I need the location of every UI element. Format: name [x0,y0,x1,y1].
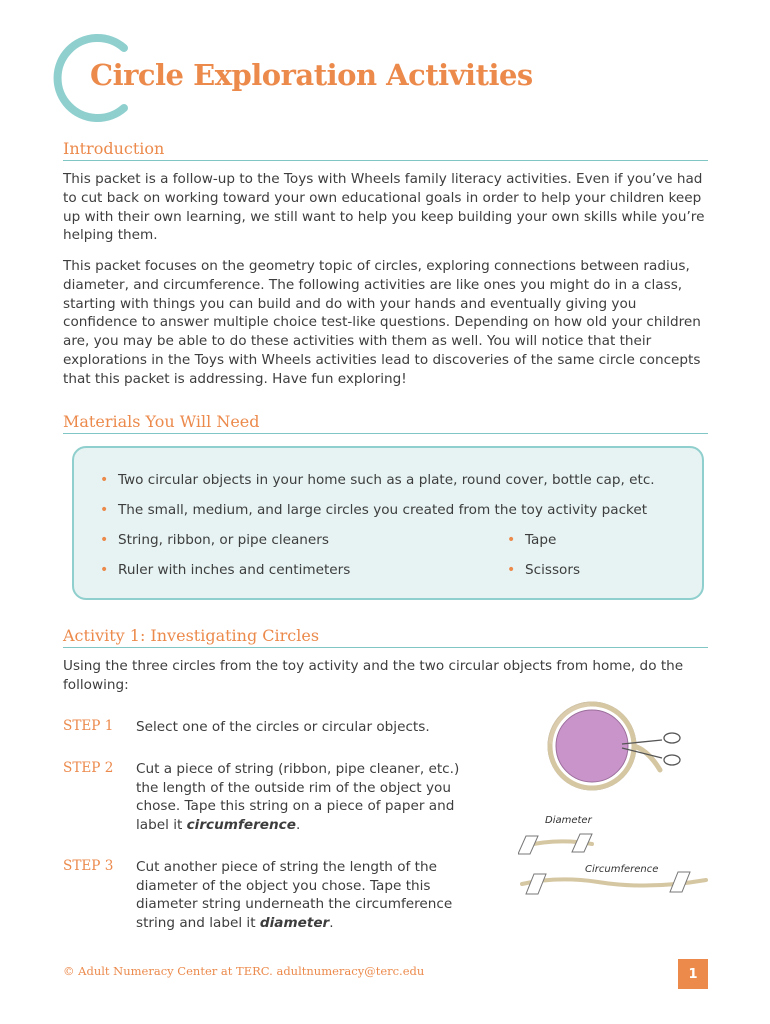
circumference-string-illustration [518,868,710,900]
intro-paragraph-2: This packet focuses on the geometry topic of circles, exploring connections between radius, diameter, and circumference. The following activities are like ones you might do in a class, starting with things you can build and do with your hands and eventually giving you confidence to answer multiple choice test-like questions. Depending on how old your children are, you may be able to do these activities with them as well. You will notice that their explorations in the Toys with Wheels activities lead to discoveries of the same circle concepts that this packet is addressing. Have fun exploring! [63,258,701,387]
bullet-icon: • [100,502,109,518]
step-2-text: Cut a piece of string (ribbon, pipe cleaner, etc.) the length of the outside rim of the object you chose. Tape this string on a piece of paper and label it circumference. [136,761,460,833]
circle-string-illustration [530,700,690,800]
materials-item: • Ruler with inches and centimeters [100,562,351,578]
bullet-icon: • [100,562,109,578]
activity1-heading: Activity 1: Investigating Circles [63,626,708,648]
bullet-icon: • [507,562,516,578]
materials-box [72,446,704,600]
bullet-icon: • [100,472,109,488]
introduction-heading: Introduction [63,139,708,161]
bullet-icon: • [100,532,109,548]
footer-copyright: © Adult Numeracy Center at TERC. adultnumeracy@terc.edu [63,964,425,978]
page-number-badge: 1 [678,959,708,989]
bullet-icon: • [507,532,516,548]
circle-disc-icon [548,702,660,790]
materials-item: • Scissors [507,562,581,578]
circumference-emphasis: circumference [186,816,296,833]
page-title: Circle Exploration Activities [90,58,533,92]
materials-item: • The small, medium, and large circles you created from the toy activity packet [100,502,648,518]
materials-item: • Two circular objects in your home such as a plate, round cover, bottle cap, etc. [100,472,655,488]
diameter-emphasis: diameter [259,914,330,931]
materials-item: • Tape [507,532,557,548]
materials-item: • String, ribbon, or pipe cleaners [100,532,329,548]
step-1-label: STEP 1 [63,718,114,734]
step-1-text: Select one of the circles or circular objects. [136,719,430,735]
materials-heading: Materials You Will Need [63,412,708,434]
step-3-text: Cut another piece of string the length of the diameter of the object you chose. Tape this diameter string underneath the circumference string and label it diameter. [136,859,453,931]
intro-paragraph-1: This packet is a follow-up to the Toys with Wheels family literacy activities. Even if you’ve had to cut back on working toward your own educational goals in order to help your children keep up with their own learning, we still want to help you keep building your own skills while you’re helping them. [63,171,705,244]
diameter-string-illustration [518,828,598,858]
circumference-label: Circumference [585,864,659,875]
step-3-label: STEP 3 [63,858,114,874]
diameter-label: Diameter [545,815,592,826]
step-2-label: STEP 2 [63,760,114,776]
activity1-intro: Using the three circles from the toy activity and the two circular objects from home, do the following: [63,658,684,693]
